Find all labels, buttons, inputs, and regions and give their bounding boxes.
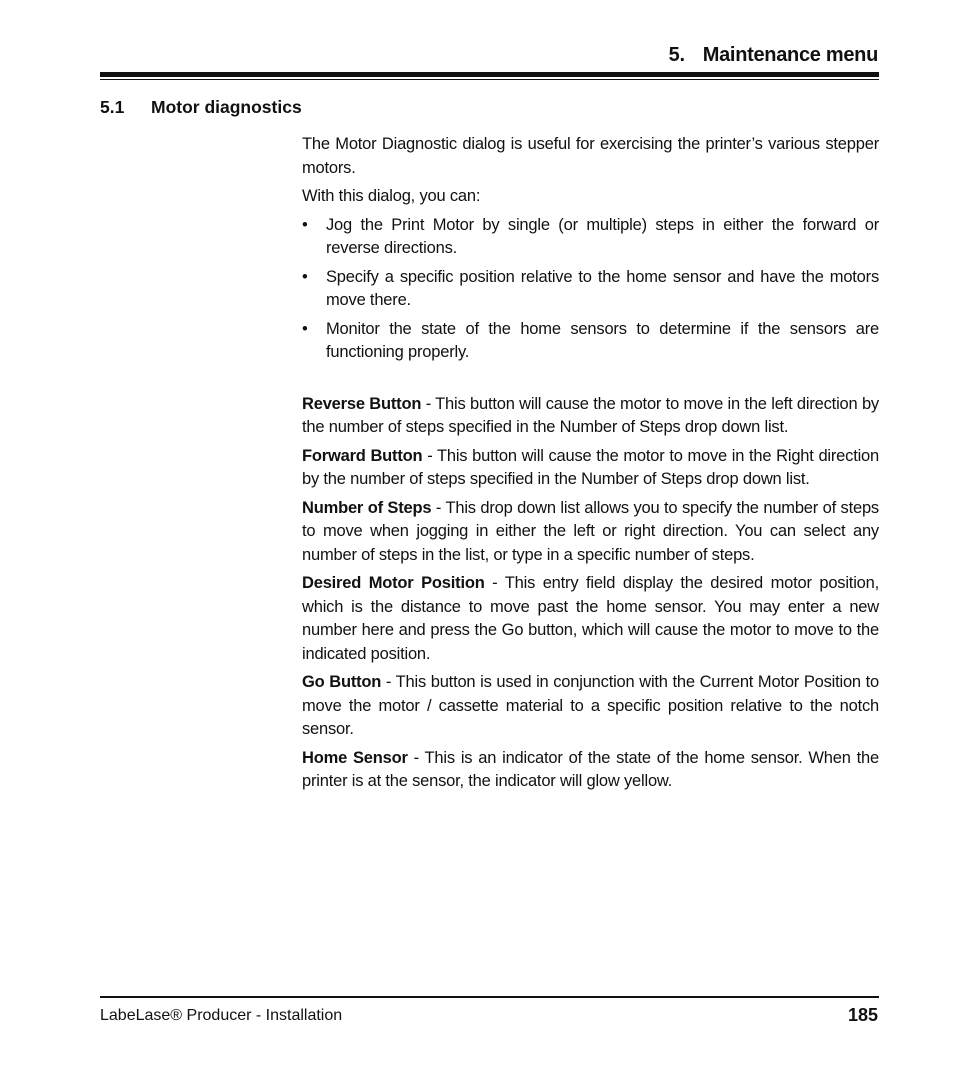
footer-rule <box>100 996 879 998</box>
definition-desired-motor-position <box>302 572 879 666</box>
definition-text: - This is an indicator of the state of the home sensor. When the printer is at the sensor, the indicator will glow yellow. <box>302 748 879 790</box>
list-item <box>302 318 879 365</box>
header-rule-thin <box>100 79 879 80</box>
chapter-title: Maintenance menu <box>702 44 878 66</box>
definition-reverse-button <box>302 393 879 440</box>
list-item <box>302 266 879 313</box>
definition-text: - This button is used in conjunction with the Current Motor Position to move the motor / cassette material to a specific position relative to the notch sensor. <box>302 673 879 738</box>
header-rule-thick <box>100 72 879 77</box>
bullet-icon: • <box>302 319 308 338</box>
intro-paragraph: The Motor Diagnostic dialog is useful for exercising the printer’s various stepper motors. <box>302 135 879 177</box>
definition-text: - This drop down list allows you to specify the number of steps to move when jogging in either the left or right direction. You can select any number of steps in the list, or type in a specific number of steps. <box>302 498 879 564</box>
section-title: Motor diagnostics <box>151 97 302 117</box>
list-item-text: Jog the Print Motor by single (or multiple) steps in either the forward or reverse directions. <box>326 215 879 257</box>
bullet-icon: • <box>302 215 308 234</box>
bullet-icon: • <box>302 267 308 286</box>
chapter-header <box>669 44 878 67</box>
definition-term: Desired Motor Position <box>302 574 485 592</box>
definition-term: Number of Steps <box>302 498 432 517</box>
list-item-text: Monitor the state of the home sensors to determine if the sensors are functioning properly. <box>326 319 879 361</box>
definition-term: Home Sensor <box>302 748 408 767</box>
chapter-number: 5. <box>668 44 685 66</box>
list-item-text: Specify a specific position relative to the home sensor and have the motors move there. <box>326 267 879 309</box>
definition-forward-button <box>302 445 879 492</box>
definition-term: Go Button <box>302 673 382 691</box>
definition-go-button <box>302 671 879 742</box>
definition-term: Forward Button <box>302 446 423 465</box>
list-item <box>302 214 879 261</box>
body-content <box>302 133 879 799</box>
intro-paragraph: With this dialog, you can: <box>302 187 481 205</box>
section-number: 5.1 <box>100 97 125 117</box>
section-heading <box>100 97 302 118</box>
definition-text: - This button will cause the motor to move in the Right direction by the number of steps specified in the Number of Steps drop down list. <box>302 446 880 488</box>
definition-home-sensor <box>302 747 879 794</box>
feature-list <box>302 214 879 365</box>
definition-text: - This entry field display the desired motor position, which is the distance to move past the home sensor. You may enter a new number here and press the Go button, which will cause the motor to move to the indicated position. <box>302 574 879 663</box>
definition-term: Reverse Button <box>302 394 422 413</box>
definition-number-of-steps <box>302 497 879 568</box>
definition-text: - This button will cause the motor to move in the left direction by the number of steps specified in the Number of Steps drop down list. <box>302 394 879 436</box>
footer-title: LabeLase® Producer - Installation <box>100 1007 343 1024</box>
page-number: 185 <box>847 1005 878 1025</box>
